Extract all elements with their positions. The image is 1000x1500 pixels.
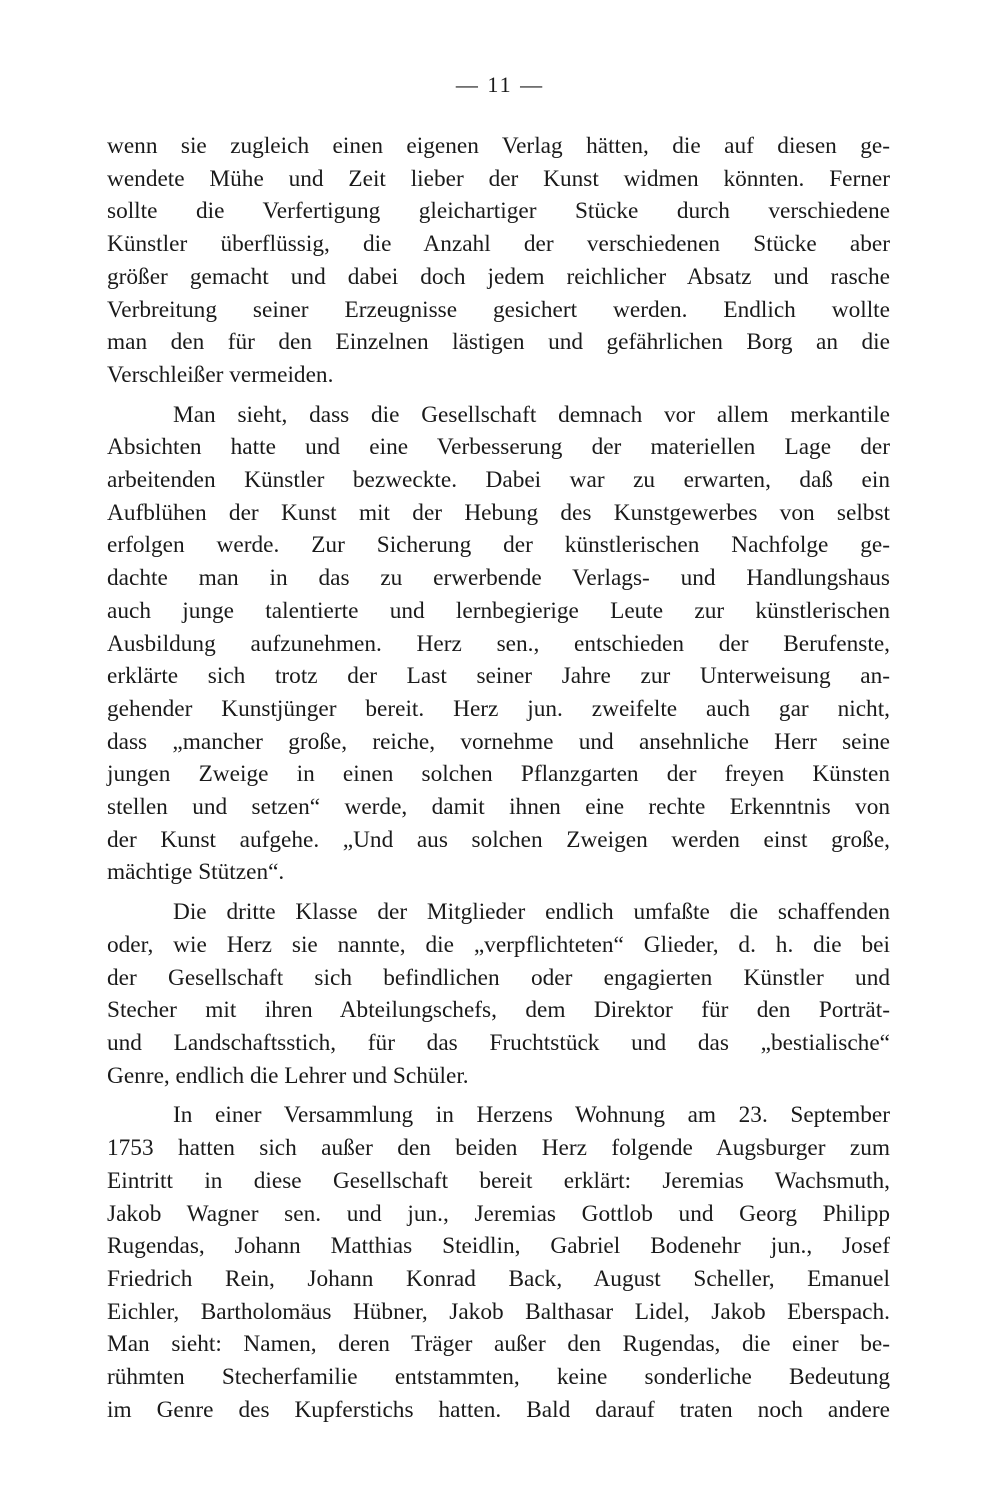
text-line: Genre, endlich die Lehrer und Schüler. bbox=[107, 1062, 469, 1089]
text-line: erfolgen werde. Zur Sicherung der künstlerischen Nachfolge ge- bbox=[107, 532, 890, 559]
text-line: größer gemacht und dabei doch jedem reichlicher Absatz und rasche bbox=[107, 263, 890, 290]
text-line: mächtige Stützen“. bbox=[107, 859, 285, 886]
text-line: auch junge talentierte und lernbegierige Leute zur künstlerischen bbox=[107, 597, 890, 624]
text-line: Künstler überflüssig, die Anzahl der verschiedenen Stücke aber bbox=[107, 231, 890, 258]
text-line: In einer Versammlung in Herzens Wohnung am 23. September bbox=[173, 1102, 890, 1129]
text-line: stellen und setzen“ werde, damit ihnen eine rechte Erkenntnis von bbox=[107, 794, 890, 821]
text-line: Eintritt in diese Gesellschaft bereit erklärt: Jeremias Wachsmuth, bbox=[107, 1167, 890, 1194]
text-line: Verschleißer vermeiden. bbox=[107, 361, 334, 388]
paragraph-2 bbox=[107, 399, 890, 890]
text-line: Die dritte Klasse der Mitglieder endlich umfaßte die schaffenden bbox=[173, 899, 890, 926]
text-line: wendete Mühe und Zeit lieber der Kunst widmen könnten. Ferner bbox=[107, 165, 890, 192]
paragraph-3 bbox=[107, 896, 890, 1092]
text-line: Rugendas, Johann Matthias Steidlin, Gabriel Bodenehr jun., Josef bbox=[107, 1233, 890, 1260]
text-line: Jakob Wagner sen. und jun., Jeremias Gottlob und Georg Philipp bbox=[107, 1200, 890, 1227]
text-line: dass „mancher große, reiche, vornehme und ansehnliche Herr seine bbox=[107, 728, 890, 755]
body-text bbox=[107, 130, 890, 1433]
text-line: Man sieht, dass die Gesellschaft demnach vor allem merkantile bbox=[173, 401, 890, 428]
text-line: jungen Zweige in einen solchen Pflanzgarten der freyen Künsten bbox=[107, 761, 890, 788]
paragraph-1 bbox=[107, 130, 890, 392]
text-line: sollte die Verfertigung gleichartiger Stücke durch verschiedene bbox=[107, 198, 890, 225]
text-line: arbeitenden Künstler bezweckte. Dabei war zu erwarten, daß ein bbox=[107, 467, 890, 494]
text-line: der Gesellschaft sich befindlichen oder engagierten Künstler und bbox=[107, 964, 890, 991]
text-line: Verbreitung seiner Erzeugnisse gesichert werden. Endlich wollte bbox=[107, 296, 890, 323]
page-number: — 11 — bbox=[455, 72, 545, 97]
text-line: dachte man in das zu erwerbende Verlags- und Handlungshaus bbox=[107, 565, 890, 592]
text-line: Ausbildung aufzunehmen. Herz sen., entschieden der Berufenste, bbox=[107, 630, 890, 657]
text-line: erklärte sich trotz der Last seiner Jahre zur Unterweisung an- bbox=[107, 663, 890, 690]
text-line: gehender Kunstjünger bereit. Herz jun. zweifelte auch gar nicht, bbox=[107, 695, 890, 722]
text-line: Aufblühen der Kunst mit der Hebung des Kunstgewerbes von selbst bbox=[107, 499, 890, 526]
text-line: im Genre des Kupferstichs hatten. Bald darauf traten noch andere bbox=[107, 1396, 890, 1423]
text-line: der Kunst aufgehe. „Und aus solchen Zweigen werden einst große, bbox=[107, 826, 890, 853]
paragraph-4 bbox=[107, 1099, 890, 1426]
text-line: Man sieht: Namen, deren Träger außer den Rugendas, die einer be- bbox=[107, 1331, 890, 1358]
text-line: Absichten hatte und eine Verbesserung der materiellen Lage der bbox=[107, 434, 890, 461]
text-line: man den für den Einzelnen lästigen und gefährlichen Borg an die bbox=[107, 329, 890, 356]
text-line: wenn sie zugleich einen eigenen Verlag hätten, die auf diesen ge- bbox=[107, 133, 890, 159]
text-line: und Landschaftsstich, für das Fruchtstück und das „bestialische“ bbox=[107, 1029, 890, 1056]
text-line: Friedrich Rein, Johann Konrad Back, August Scheller, Emanuel bbox=[107, 1265, 890, 1292]
text-line: oder, wie Herz sie nannte, die „verpflichteten“ Glieder, d. h. die bei bbox=[107, 931, 890, 958]
text-line: 1753 hatten sich außer den beiden Herz folgende Augsburger zum bbox=[107, 1135, 890, 1162]
text-line: Stecher mit ihren Abteilungschefs, dem Direktor für den Porträt- bbox=[107, 997, 890, 1024]
text-line: rühmten Stecherfamilie entstammten, keine sonderliche Bedeutung bbox=[107, 1364, 890, 1391]
text-line: Eichler, Bartholomäus Hübner, Jakob Balthasar Lidel, Jakob Eberspach. bbox=[107, 1298, 890, 1325]
